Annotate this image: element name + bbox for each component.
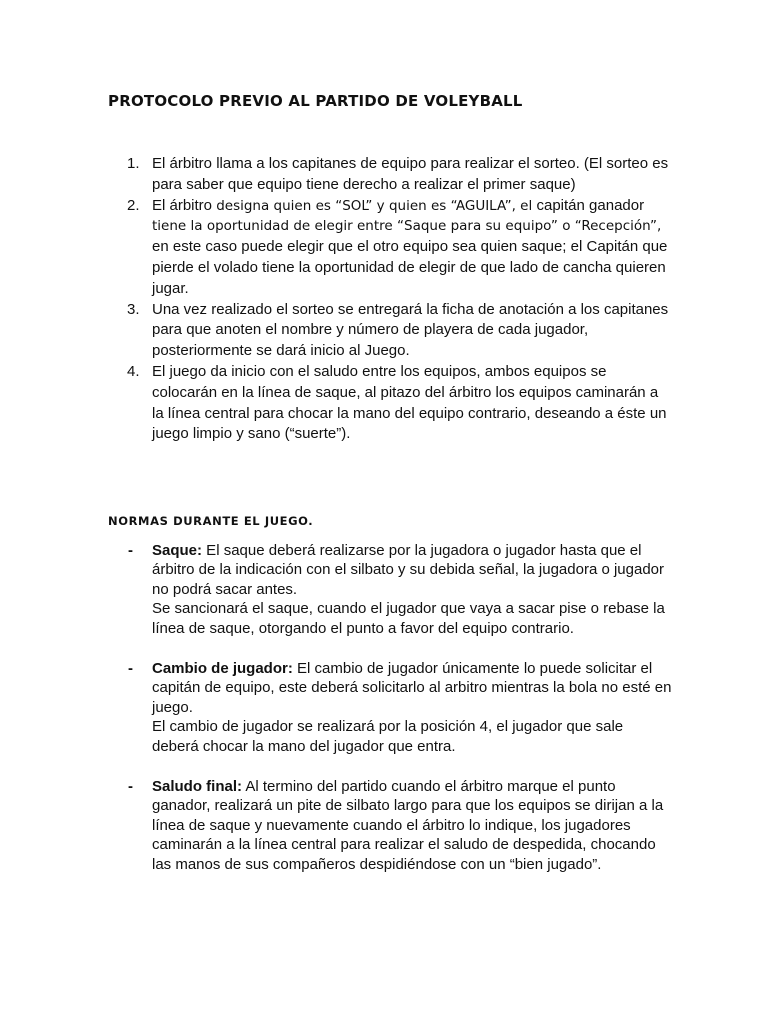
norm-label: Saludo final: xyxy=(152,778,242,796)
norm-label: Cambio de jugador: xyxy=(152,660,293,678)
norm-body: Al termino del partido cuando el árbitro marque el punto ganador, realizará un pite de silbato largo para que los equipos se dirijan a la línea de saque y nuevamente cuando el árbitro lo indique, los jugadores caminarán a la línea central para realizar el saludo de despedida, chocando las manos de sus compañeros despidiéndose con un “bien jugado”. xyxy=(152,778,664,873)
norm-item xyxy=(0,659,768,756)
norm-body: El cambio de jugador se realizará por la posición 4, el jugador que sale deberá chocar la mano del jugador que entra. xyxy=(152,718,624,755)
norm-item xyxy=(0,777,768,874)
list-text-part: El árbitro xyxy=(152,196,217,214)
bullet-dash: - xyxy=(128,660,133,678)
list-number: 2. xyxy=(127,196,140,214)
norm-text xyxy=(152,659,672,756)
list-number: 3. xyxy=(127,300,140,318)
list-item xyxy=(0,196,768,300)
list-text-part: capitán ganador xyxy=(536,196,645,214)
list-item xyxy=(0,362,768,445)
list-text: Una vez realizado el sorteo se entregará la ficha de anotación a los capitanes para que anoten el nombre y número de playera de cada jugador, posteriormente se dará inicio al Juego. xyxy=(152,300,669,360)
list-number: 4. xyxy=(127,362,140,380)
list-text: El árbitro llama a los capitanes de equipo para realizar el sorteo. (El sorteo es para saber que equipo tiene derecho a realizar el primer saque) xyxy=(152,155,669,193)
norm-item xyxy=(0,541,768,638)
list-text-part: designa quien es “SOL” y quien es “AGUILA”, el xyxy=(216,197,537,214)
bullet-dash: - xyxy=(128,778,133,796)
norm-body: El saque deberá realizarse por la jugadora o jugador hasta que el árbitro de la indicación con el silbato y su debida señal, la jugadora o jugador no podrá sacar antes. xyxy=(152,542,664,598)
list-text: El juego da inicio con el saludo entre los equipos, ambos equipos se colocarán en la línea de saque, al pitazo del árbitro los equipos caminarán a la línea central para chocar la mano del equipo contrario, deseando a éste un juego limpio y sano (“suerte”). xyxy=(152,362,667,443)
list-text-part: tiene la oportunidad de elegir entre “Saque para su equipo” o “Recepción”, xyxy=(152,218,662,235)
norm-body: El cambio de jugador únicamente lo puede solicitar el capitán de equipo, este deberá solicitarlo al arbitro mientras la bola no esté en juego. xyxy=(152,660,672,716)
norm-text xyxy=(152,777,672,874)
norm-text xyxy=(152,541,672,638)
bullet-dash: - xyxy=(128,542,133,559)
protocol-list xyxy=(0,154,768,445)
list-number: 1. xyxy=(127,155,140,172)
section-title: NORMAS DURANTE EL JUEGO. xyxy=(108,514,314,528)
list-item xyxy=(0,154,768,196)
list-item xyxy=(0,300,768,362)
norms-list xyxy=(0,541,768,895)
list-text-part: en este caso puede elegir que el otro equipo sea quien saque; el Capitán que pierde el volado tiene la oportunidad de elegir de que lado de cancha quieren jugar. xyxy=(152,238,668,297)
norm-label: Saque: xyxy=(152,542,203,559)
norm-body: Se sancionará el saque, cuando el jugador que vaya a sacar pise o rebase la línea de saque, otorgando el punto a favor del equipo contrario. xyxy=(152,600,665,637)
page-title: PROTOCOLO PREVIO AL PARTIDO DE VOLEYBALL xyxy=(108,92,523,110)
list-text xyxy=(152,196,672,300)
